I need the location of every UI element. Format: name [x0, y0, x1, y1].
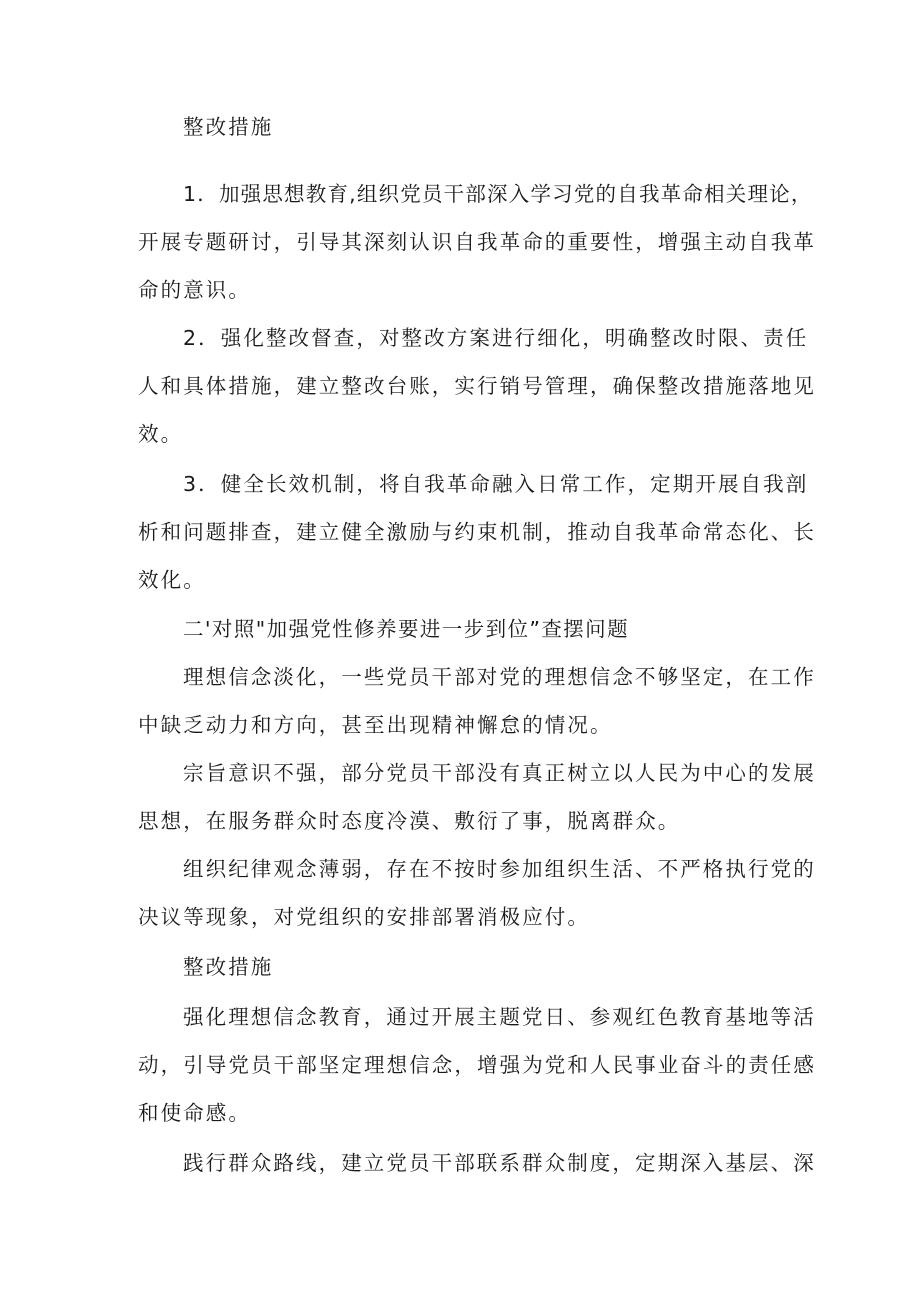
paragraph-2-line-2: 思想，在服务群众时态度冷漠、敷衍了事，脱离群众。	[138, 809, 681, 833]
paragraph-4-line-2: 动，引导党员干部坚定理想信念，增强为党和人民事业奋斗的责任感	[138, 1053, 816, 1077]
list-item-1-line-1: 1．加强思想教育,组织党员干部深入学习党的自我革命相关理论，	[183, 182, 813, 206]
paragraph-1-line-1: 理想信念淡化，一些党员干部对党的理想信念不够坚定，在工作	[183, 665, 816, 689]
section-heading-2: 整改措施	[183, 955, 274, 979]
paragraph-4-line-1: 强化理想信念教育，通过开展主题党日、参观红色教育基地等活	[183, 1005, 816, 1029]
list-item-3-line-1: 3．健全长效机制，将自我革命融入日常工作，定期开展自我剖	[183, 472, 809, 496]
list-item-3-line-3: 效化。	[138, 568, 206, 592]
list-item-2-line-1: 2．强化整改督查，对整改方案进行细化，明确整改时限、责任	[183, 326, 809, 350]
paragraph-2-line-1: 宗旨意识不强，部分党员干部没有真正树立以人民为中心的发展	[183, 761, 816, 785]
list-item-2-line-2: 人和具体措施，建立整改台账，实行销号管理，确保整改措施落地见	[138, 374, 816, 398]
paragraph-1-line-2: 中缺乏动力和方向，甚至出现精神懈怠的情况。	[138, 713, 613, 737]
section-heading: 整改措施	[183, 115, 274, 139]
list-item-2-line-3: 效。	[138, 422, 184, 446]
list-item-3-line-2: 析和问题排查，建立健全激励与约束机制，推动自我革命常态化、长	[138, 520, 816, 544]
paragraph-3-line-1: 组织纪律观念薄弱，存在不按时参加组织生活、不严格执行党的	[183, 857, 816, 881]
section-title: 二'对照"加强党性修养要进一步到位”查摆问题	[183, 617, 629, 641]
paragraph-3-line-2: 决议等现象，对党组织的安排部署消极应付。	[138, 905, 590, 929]
list-item-1-line-3: 命的意识。	[138, 278, 251, 302]
paragraph-5-line-1: 践行群众路线，建立党员干部联系群众制度，定期深入基层、深	[183, 1151, 816, 1175]
list-item-1-line-2: 开展专题研讨，引导其深刻认识自我革命的重要性，增强主动自我革	[138, 230, 816, 254]
paragraph-4-line-3: 和使命感。	[138, 1101, 251, 1125]
